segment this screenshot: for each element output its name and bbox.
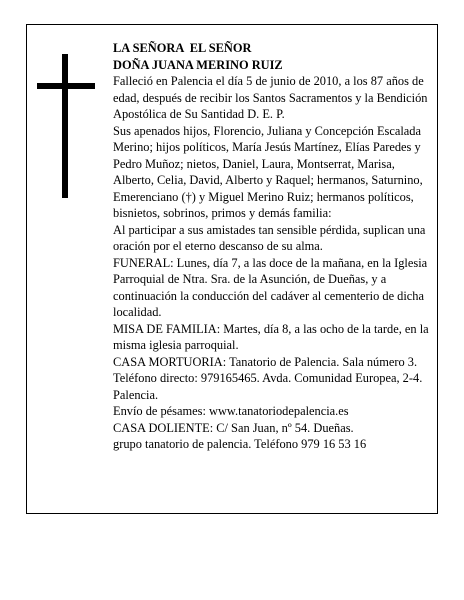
cross-icon-crossbar: [37, 83, 95, 89]
prayer-request: Al participar a sus amistades tan sensible pérdida, suplican una oración por el eterno descanso de su alma.: [113, 222, 426, 253]
family-mass-info: MISA DE FAMILIA: Martes, día 8, a las ocho de la tarde, en la misma iglesia parroquial.: [113, 321, 429, 352]
obituary-text: [113, 40, 429, 453]
deceased-name: DOÑA JUANA MERINO RUIZ: [113, 57, 283, 72]
funeral-home-contact: grupo tanatorio de palencia. Teléfono 979 16 53 16: [113, 437, 367, 451]
family-list: Sus apenados hijos, Florencio, Juliana y Concepción Escalada Merino; hijos políticos, María Jesús Martínez, Elías Paredes y Pedro Muñoz; nietos, Daniel, Laura, Montserrat, Marisa, Alberto, Celia, David, Alberto y Raquel; hermanos, Saturnino, Emerenciano (†) y Miguel Merino Ruiz; hermanos políticos, bisnietos, sobrinos, primos y demás familia:: [113, 123, 423, 220]
family-home-address: CASA DOLIENTE: C/ San Juan, nº 54. Dueñas.: [113, 420, 354, 435]
funeral-info: FUNERAL: Lunes, día 7, a las doce de la mañana, en la Iglesia Parroquial de Ntra. Sra. de la Asunción, de Dueñas, y a continuación la conducción del cadáver al cementerio de dicha localidad.: [113, 255, 428, 319]
mortuary-info: CASA MORTUORIA: Tanatorio de Palencia. Sala número 3. Teléfono directo: 979165465. Avda. Comunidad Europea, 2-4. Palencia.: [113, 354, 423, 402]
heading-line-1: LA SEÑORA EL SEÑOR: [113, 41, 252, 55]
death-announcement: Falleció en Palencia el día 5 de junio de 2010, a los 87 años de edad, después de recibir los Santos Sacramentos y la Bendición Apostólica de Su Santidad D. E. P.: [113, 74, 428, 121]
condolences-link: Envío de pésames: www.tanatoriodepalencia.es: [113, 404, 349, 418]
cross-icon: [62, 54, 68, 198]
